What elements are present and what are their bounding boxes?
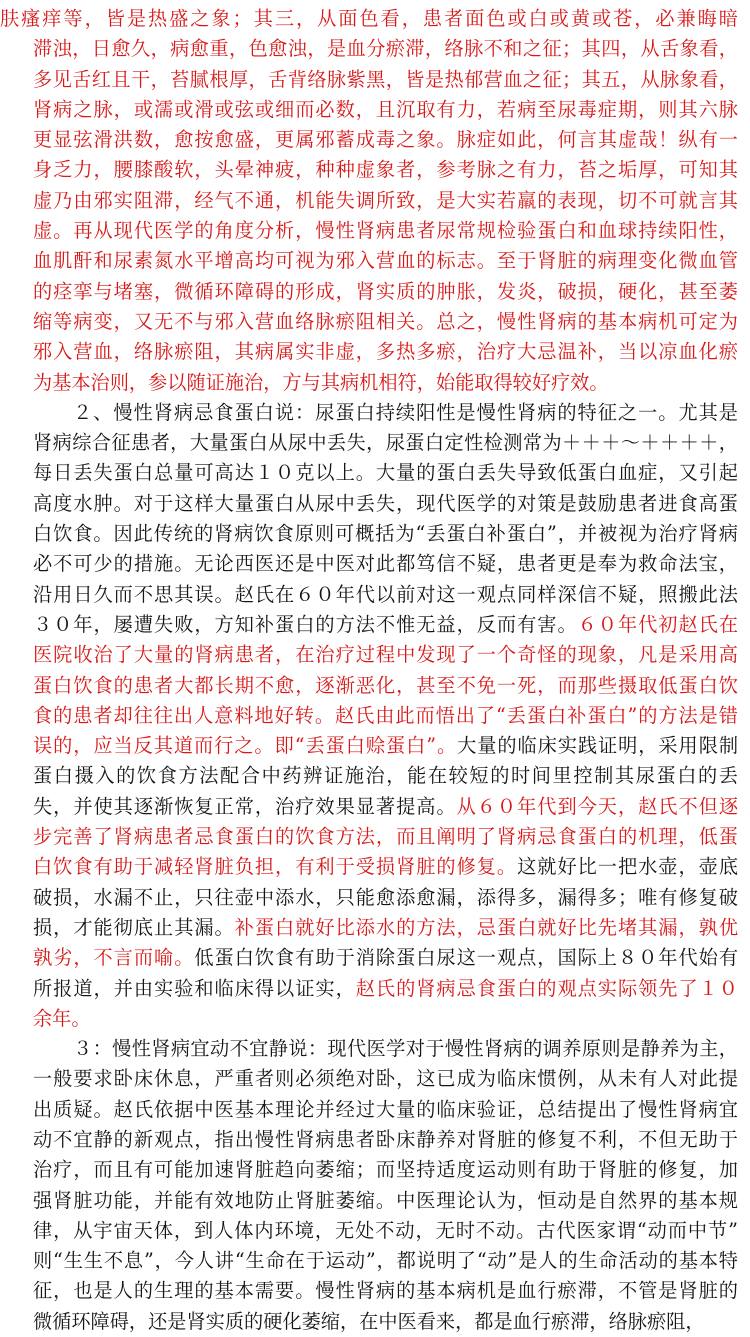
text-line [33,640,738,670]
body-text-run: 动不宜静的新观点，指出慢性肾病患者卧床静养对肾脏的修复不利，不但无助于 [33,1127,738,1151]
highlighted-text-run: 身乏力，腰膝酸软，头晕神疲，种种虚象者，参考脉之有力，苔之垢厚，可知其 [33,158,738,182]
text-line [33,337,738,367]
text-line [33,974,738,1004]
text-line [33,883,738,913]
text-line [33,186,738,216]
body-text-run: 低蛋白饮食有助于消除蛋白尿这一观点，国际上８０年代始有 [194,946,738,970]
text-line [33,277,738,307]
highlighted-text-run: 为基本治则，参以随证施治，方与其病机相符，始能取得较好疗效。 [33,370,609,394]
highlighted-text-run: 步完善了肾病患者忌食蛋白的饮食方法，而且阐明了肾病忌食蛋白的机理，低蛋 [33,825,738,849]
text-line [33,822,738,852]
body-text-run: 蛋白摄入的饮食方法配合中药辨证施治，能在较短的时间里控制其尿蛋白的丢 [33,764,738,788]
text-line [33,701,738,731]
paragraph-p1 [0,4,738,398]
body-text-run: 大量的临床实践证明，采用限制 [457,734,738,758]
text-line [33,95,738,125]
text-line [33,1307,738,1337]
text-line [33,852,738,882]
body-text-run: 所报道，并由实验和临床得以证实， [33,976,356,1000]
text-line [33,731,738,761]
text-line [33,549,738,579]
body-text-run: 破损，水漏不止，只往壶中添水，只能愈添愈漏，添得多，漏得多；唯有修复破 [33,885,738,909]
body-text-run: 高度水肿。对于这样大量蛋白从尿中丢失，现代医学的对策是鼓励患者进食高蛋 [33,491,738,515]
text-line [33,1004,738,1034]
body-text-run: 治疗，而且有可能加速肾脏趋向萎缩；而坚持适度运动则有助于肾脏的修复，加 [33,1158,738,1182]
text-line [33,1034,738,1064]
text-line [33,246,738,276]
highlighted-text-run: 血肌酐和尿素氮水平增高均可视为邪入营血的标志。至于肾脏的病理变化微血管 [33,249,738,273]
body-text-run: 损，才能彻底止其漏。 [33,915,235,939]
text-line [33,65,738,95]
body-text-run: ３：慢性肾病宜动不宜静说：现代医学对于慢性肾病的调养原则是静养为主， [73,1037,738,1061]
text-line [33,398,738,428]
text-line [33,155,738,185]
highlighted-text-run: 余年。 [33,1006,91,1030]
text-line [33,216,738,246]
body-text-run: 出质疑。赵氏依据中医基本理论并经过大量的临床验证，总结提出了慢性肾病宜 [33,1097,738,1121]
text-line [33,428,738,458]
text-line [33,125,738,155]
text-line [33,1155,738,1185]
highlighted-text-run: 食的患者却往往出人意料地好转。赵氏由此而悟出了“丢蛋白补蛋白”的方法是错 [33,703,738,727]
highlighted-text-run: 肾病之脉，或濡或滑或弦或细而必数，且沉取有力，若病至尿毒症期，则其六脉 [33,97,738,121]
text-line [33,761,738,791]
highlighted-text-run: 肤瘙痒等，皆是热盛之象；其三，从面色看，患者面色或白或黄或苍，必兼晦暗 [0,7,738,30]
body-text-run: 征，也是人的生理的基本需要。慢性肾病的基本病机是血行瘀滞，不管是肾脏的 [33,1279,738,1303]
paragraph-p3 [33,1034,738,1337]
highlighted-text-run: 赵氏的肾病忌食蛋白的观点实际领先了１０ [355,976,738,1000]
text-line [33,368,738,398]
text-line [33,1216,738,1246]
text-line [33,1246,738,1276]
text-line [33,1125,738,1155]
text-line [33,34,738,64]
document-body [0,4,738,1337]
text-line [33,580,738,610]
text-line [33,1064,738,1094]
highlighted-text-run: ６０年代初赵氏在 [577,612,738,636]
body-text-run: 必不可少的措施。无论西医还是中医对此都笃信不疑，患者更是奉为救命法宝， [33,552,738,576]
text-line [33,1276,738,1306]
body-text-run: 律，从宇宙天体，到人体内环境，无处不动，无时不动。古代医家谓“动而中节” [33,1218,738,1242]
paragraph-p2 [33,398,738,1034]
highlighted-text-run: 的痉挛与堵塞，微循环障碍的形成，肾实质的肿胀，发炎，破损，硬化，甚至萎 [33,279,738,303]
text-line [33,519,738,549]
text-line [33,792,738,822]
highlighted-text-run: 补蛋白就好比添水的方法，忌蛋白就好比先堵其漏，孰优 [234,915,738,939]
text-line [33,458,738,488]
highlighted-text-run: 白饮食有助于减轻肾脏负担，有利于受损肾脏的修复。 [33,855,518,879]
body-text-run: 肾病综合征患者，大量蛋白从尿中丢失，尿蛋白定性检测常为＋＋＋～＋＋＋＋， [33,431,738,455]
highlighted-text-run: 更显弦滑洪数，愈按愈盛，更属邪蓄成毒之象。脉症如此，何言其虚哉！纵有一 [33,128,738,152]
text-line [33,1186,738,1216]
body-text-run: 白饮食。因此传统的肾病饮食原则可概括为“丢蛋白补蛋白”，并被视为治疗肾病 [33,522,738,546]
text-line [0,4,738,34]
body-text-run: 失，并使其逐渐恢复正常，治疗效果显著提高。 [33,794,457,818]
body-text-run: ３０年，屡遭失败，方知补蛋白的方法不惟无益，反而有害。 [33,612,578,636]
body-text-run: 微循环障碍，还是肾实质的硬化萎缩，在中医看来，都是血行瘀滞，络脉瘀阻， [33,1309,705,1333]
text-line [33,1095,738,1125]
text-line [33,943,738,973]
body-text-run: 这就好比一把水壶，壶底 [517,855,738,879]
body-text-run: 沿用日久而不思其误。赵氏在６０年代以前对这一观点同样深信不疑，照搬此法 [33,582,738,606]
highlighted-text-run: 从６０年代到今天，赵氏不但逐 [456,794,738,818]
body-text-run: 强肾脏功能，并能有效地防止肾脏萎缩。中医理论认为，恒动是自然界的基本规 [33,1188,738,1212]
highlighted-text-run: 滞浊，日愈久，病愈重，色愈浊，是血分瘀滞，络脉不和之征；其四，从舌象看， [33,37,738,61]
text-line [33,307,738,337]
highlighted-text-run: 孰劣，不言而喻。 [33,946,195,970]
text-line [33,489,738,519]
highlighted-text-run: 误的，应当反其道而行之。即“丢蛋白赊蛋白”。 [33,734,458,758]
highlighted-text-run: 虚乃由邪实阻滞，经气不通，机能失调所致，是大实若羸的表现，切不可就言其 [33,188,738,212]
body-text-run: 一般要求卧床休息，严重者则必须绝对卧，这已成为临床惯例，从未有人对此提 [33,1067,738,1091]
body-text-run: ２、慢性肾病忌食蛋白说：尿蛋白持续阳性是慢性肾病的特征之一。尤其是 [73,400,738,424]
text-line [33,610,738,640]
highlighted-text-run: 多见舌红且干，苔腻根厚，舌背络脉紫黑，皆是热郁营血之征；其五，从脉象看， [33,67,738,91]
text-line [33,913,738,943]
highlighted-text-run: 缩等病变，又无不与邪入营血络脉瘀阻相关。总之，慢性肾病的基本病机可定为 [33,309,738,333]
body-text-run: 则“生生不息”，今人讲“生命在于运动”，都说明了“动”是人的生命活动的基本特 [33,1249,738,1273]
highlighted-text-run: 医院收治了大量的肾病患者，在治疗过程中发现了一个奇怪的现象，凡是采用高 [33,643,738,667]
body-text-run: 每日丢失蛋白总量可高达１０克以上。大量的蛋白丢失导致低蛋白血症，又引起 [33,461,738,485]
highlighted-text-run: 蛋白饮食的患者大都长期不愈，逐渐恶化，甚至不免一死，而那些摄取低蛋白饮 [33,673,738,697]
text-line [33,671,738,701]
highlighted-text-run: 虚。再从现代医学的角度分析，慢性肾病患者尿常规检验蛋白和血球持续阳性， [33,219,738,243]
highlighted-text-run: 邪入营血，络脉瘀阻，其病属实非虚，多热多瘀，治疗大忌温补，当以凉血化瘀 [33,340,738,364]
